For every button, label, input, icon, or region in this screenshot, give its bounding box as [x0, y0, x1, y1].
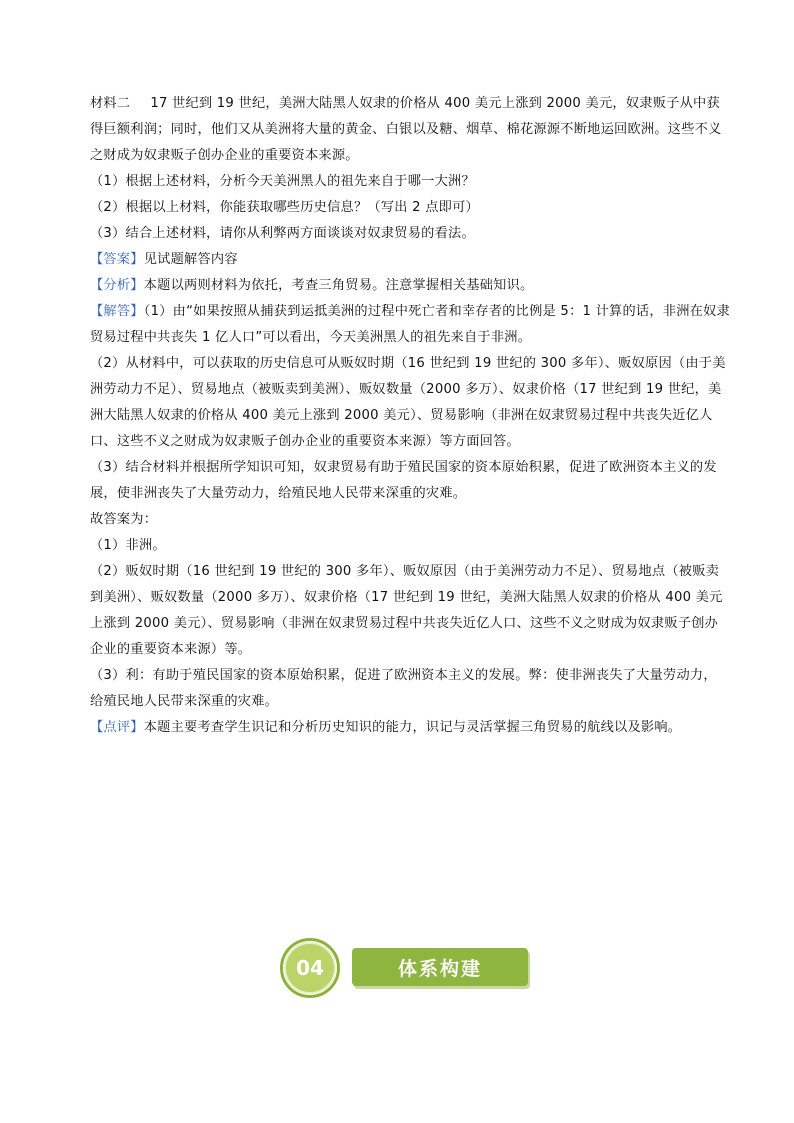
comment-text: 本题主要考查学生识记和分析历史知识的能力，识记与灵活掌握三角贸易的航线以及影响。: [143, 720, 682, 735]
analysis-text: 本题以两则材料为依托，考查三角贸易。注意掌握相关基础知识。: [143, 278, 534, 293]
question-2: （2）根据以上材料，你能获取哪些历史信息？（写出 2 点即可）: [90, 200, 479, 215]
section-title: 体系构建: [352, 948, 528, 986]
analysis-tag: 【分析】: [90, 278, 144, 293]
answer-text: 见试题解答内容: [143, 252, 238, 267]
solution-item-3: （3）结合材料并根据所学知识可知，奴隶贸易有助于殖民国家的资本原始积累，促进了欧洲资本主义的发展，使非洲丧失了大量劳动力，给殖民地人民带来深重的灾难。: [90, 460, 717, 501]
analysis-line: [90, 273, 730, 299]
solution-tag: 【解答】: [90, 304, 144, 319]
question-3: （3）结合上述材料，请你从利弊两方面谈谈对奴隶贸易的看法。: [90, 226, 475, 241]
comment-tag: 【点评】: [90, 720, 144, 735]
final-item-1: （1）非洲。: [90, 538, 166, 553]
question-1: （1）根据上述材料，分析今天美洲黑人的祖先来自于哪一大洲？: [90, 174, 475, 189]
material-paragraph: [90, 91, 730, 169]
answer-tag: 【答案】: [90, 252, 144, 267]
solution-item-2: （2）从材料中，可以获取的历史信息可从贩奴时期（16 世纪到 19 世纪的 300 多年）、贩奴原因（由于美洲劳动力不足）、贸易地点（被贩卖到美洲）、贩奴数量（2000 多万）、奴隶价格（17 世纪到 19 世纪，美洲大陆黑人奴隶的价格从 400 美元上涨到 2000 美元）、贸易影响（非洲在奴隶贸易过程中共丧失近亿人口、这些不义之财成为奴隶贩子创办企业的重要资本来源）等方面回答。: [90, 356, 726, 449]
answer-line: [90, 247, 730, 273]
document-body: [90, 91, 730, 741]
material-text: 17 世纪到 19 世纪，美洲大陆黑人奴隶的价格从 400 美元上涨到 2000 美元，奴隶贩子从中获得巨额利润；同时，他们又从美洲将大量的黄金、白银以及糖、烟草、棉花源源不断地运回欧洲。这些不义之财成为奴隶贩子创办企业的重要资本来源。: [90, 96, 722, 163]
final-item-3: （3）利：有助于殖民国家的资本原始积累，促进了欧洲资本主义的发展。弊：使非洲丧失了大量劳动力，给殖民地人民带来深重的灾难。: [90, 668, 717, 709]
material-label: 材料二: [90, 96, 131, 111]
final-heading: 故答案为：: [90, 512, 158, 527]
comment-line: [90, 715, 730, 741]
solution-item-1: [90, 299, 730, 351]
final-item-2: （2）贩奴时期（16 世纪到 19 世纪的 300 多年）、贩奴原因（由于美洲劳动力不足）、贸易地点（被贩卖到美洲）、贩奴数量（2000 多万）、奴隶价格（17 世纪到 19 世纪，美洲大陆黑人奴隶的价格从 400 美元上涨到 2000 美元）、贸易影响（非洲在奴隶贸易过程中共丧失近亿人口、这些不义之财成为奴隶贩子创办企业的重要资本来源）等。: [90, 564, 723, 657]
section-number: 04: [284, 942, 336, 994]
solution-text-1: （1）由“如果按照从捕获到运抵美洲的过程中死亡者和幸存者的比例是 5：1 计算的话，非洲在奴隶贸易过程中共丧失 1 亿人口”可以看出，今天美洲黑人的祖先来自于非洲。: [90, 304, 730, 345]
section-header-badge: [284, 942, 534, 994]
